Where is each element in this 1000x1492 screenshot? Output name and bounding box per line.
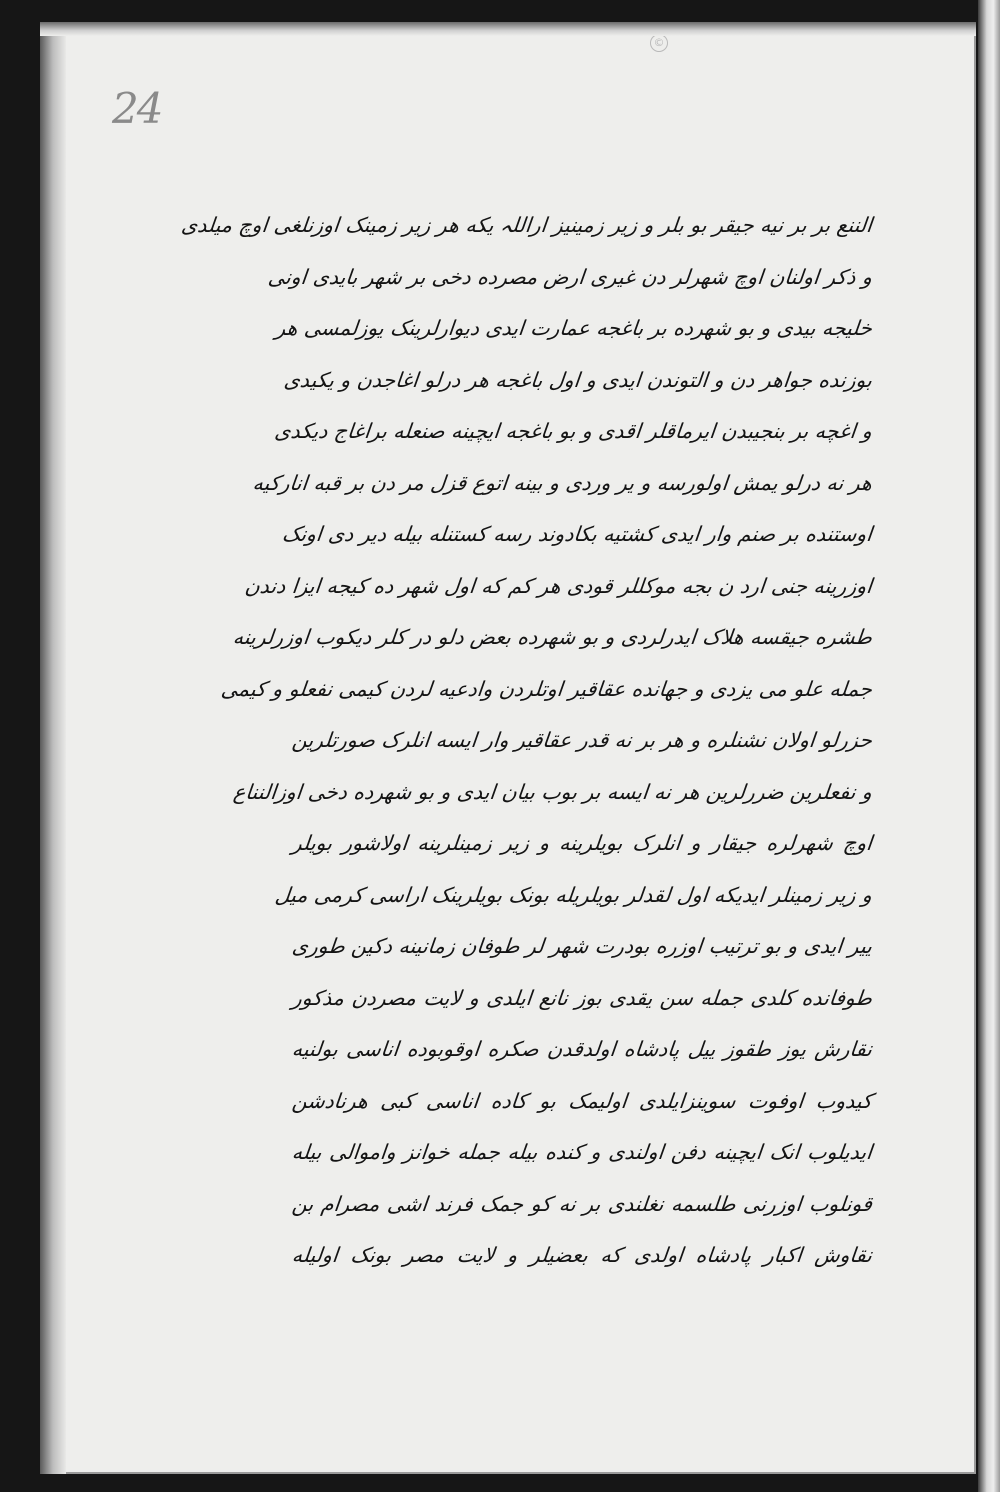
text-line: طوفانده کلدی جمله سن یقدی بوز نانع ایلدی و لایت مصردن مذکور [290, 985, 874, 1010]
handwritten-text-block [180, 200, 874, 1282]
folio-number: 24 [112, 84, 162, 133]
text-line: اوستنده بر صنم وار ایدی کشتیه بکادوند رسه کستنله بیله دیر دی اونک [280, 522, 874, 546]
text-line: اوچ شهرلره جیقار و انلرک بویلرینه و زیر زمینلرینه اولاشور بویلر [290, 831, 874, 855]
text-line: ایدیلوب انک ایچینه دفن اولندی و کنده بیله جمله خوانز واموالی بیله [290, 1140, 874, 1164]
text-line: و زیر زمینلر ایدیکه اول لقدلر بویلریله بونک بویلرینک اراسی کرمی میل [273, 882, 874, 907]
text-line: و اغچه بر بنجیبدن ایرماقلر اقدی و بو باغجه ایچینه صنعله براغاج دیکدی [273, 419, 874, 443]
text-line: و ذکر اولنان اوچ شهرلر دن غیری ارض مصرده دخی بر شهر بایدی اونی [266, 264, 874, 289]
text-line: بوزنده جواهر دن و التوندن ایدی و اول باغجه هر درلو اغاجدن و یکیدی [282, 367, 874, 392]
text-line: اوزرینه جنی ارد ن بجه موکللر قودی هر کم که اول شهر ده کیجه ایزا دندن [243, 573, 874, 598]
text-line: ییر ایدی و بو ترتیب اوزره بودرت شهر لر طوفان زمانینه دکین طوری [290, 934, 874, 958]
text-line: نقارش یوز طقوز ییل پادشاه اولدقدن صکره اوقوبوده اناسی بولنیه [290, 1037, 874, 1061]
text-line: و نفعلرین ضررلرین هر نه ایسه بر بوب بیان ایدی و بو شهرده دخی اوزالنناع [232, 779, 874, 804]
text-line: هر نه درلو یمش اولورسه و یر وردی و بینه اتوع قزل مر دن بر قبه انارکیه [251, 470, 874, 495]
text-line: الننع بر بر نیه جیقر بو بلر و زیر زمینیز اراللہ یکه هر زیر زمینک اوزنلغی اوچ میلدی [180, 213, 874, 237]
text-line: کیدوب اوفوت سوینزایلدی اولیمک بو کاده اناسی کبی هرنادشن [290, 1088, 874, 1113]
text-line: جمله علو می یزدی و جهانده عقاقیر اوتلردن وادعیه لردن کیمی نفعلو و کیمی [219, 676, 874, 701]
manuscript-page [40, 22, 976, 1474]
text-line: نقاوش اکبار پادشاه اولدی که بعضیلر و لایت مصر بونک اولیله [290, 1243, 874, 1267]
binding-edge [978, 0, 1000, 1492]
text-line: قونلوب اوزرنی طلسمه نغلندی بر نه کو جمک فرند اشی مصرام بن [290, 1191, 874, 1216]
library-stamp: © [650, 34, 668, 52]
text-line: خلیجه بیدی و بو شهرده بر باغجه عمارت ایدی دیوارلرینک یوزلمسی هر [274, 316, 874, 340]
text-line: حزرلو اولان نشنلره و هر بر نه قدر عقاقیر وار ایسه انلرک صورتلرین [290, 728, 874, 752]
text-line: طشره جیقسه هلاک ایدرلردی و بو شهرده بعض دلو در کلر دیکوب اوزرلرینه [231, 625, 874, 649]
